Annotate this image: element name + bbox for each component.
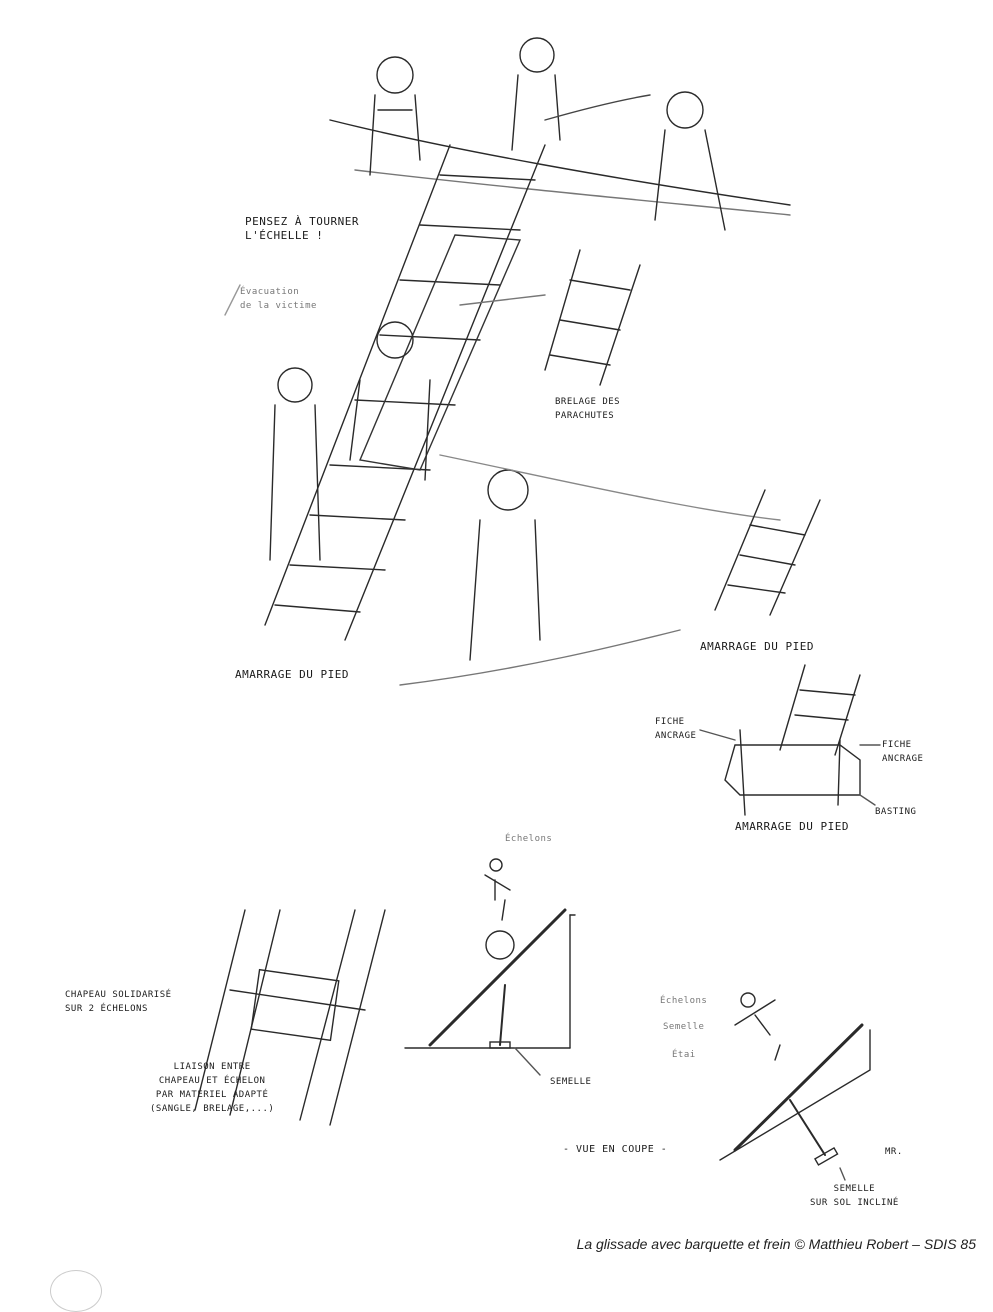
note-brelage: BRELAGE DES PARACHUTES (555, 397, 621, 421)
note-liaison: LIAISON ENTRE CHAPEAU ET ÉCHELON PAR MATÉRIEL ADAPTÉ (SANGLE, BRELAGE,...) (150, 1062, 275, 1114)
rescuer-figure-3 (655, 92, 725, 230)
rescuer-figure-6 (470, 470, 540, 660)
rescuer-figure-2 (512, 38, 560, 150)
note-echelons-top: Échelons (505, 834, 553, 844)
rescuer-figure-1 (370, 57, 420, 175)
inclined-ground-diagram (720, 993, 870, 1165)
brelage-detail (545, 250, 640, 385)
signature: MR. (885, 1147, 903, 1157)
note-amarrage-box: AMARRAGE DU PIED (735, 820, 849, 833)
note-fiche-left: FICHE ANCRAGE (655, 717, 697, 741)
note-echelons-right: Échelons (660, 996, 708, 1006)
figure-caption: La glissade avec barquette et frein © Matthieu Robert – SDIS 85 (576, 1236, 976, 1252)
note-amarrage-main: AMARRAGE DU PIED (235, 668, 349, 681)
note-basting: BASTING (875, 807, 917, 817)
note-pensez: PENSEZ À TOURNER L'ÉCHELLE ! (245, 215, 359, 242)
cross-section-diagram (405, 859, 575, 1048)
basting-detail (725, 665, 860, 815)
note-semelle-right: Semelle (663, 1022, 705, 1032)
note-fiche-right: FICHE ANCRAGE (882, 740, 924, 764)
note-semelle-incline: SEMELLE SUR SOL INCLINÉ (810, 1184, 899, 1208)
note-amarrage-right: AMARRAGE DU PIED (700, 640, 814, 653)
note-chapeau: CHAPEAU SOLIDARISÉ SUR 2 ÉCHELONS (65, 990, 172, 1014)
stretcher (360, 235, 520, 470)
note-semelle-mid: SEMELLE (550, 1077, 592, 1087)
note-etai: Étai (672, 1050, 696, 1060)
note-vue-coupe: - VUE EN COUPE - (563, 1144, 668, 1155)
page-badge (50, 1270, 102, 1312)
amarrage-right-detail (715, 490, 820, 615)
note-evacuation: Évacuation de la victime (240, 287, 317, 311)
rescuer-figure-4 (270, 368, 320, 560)
